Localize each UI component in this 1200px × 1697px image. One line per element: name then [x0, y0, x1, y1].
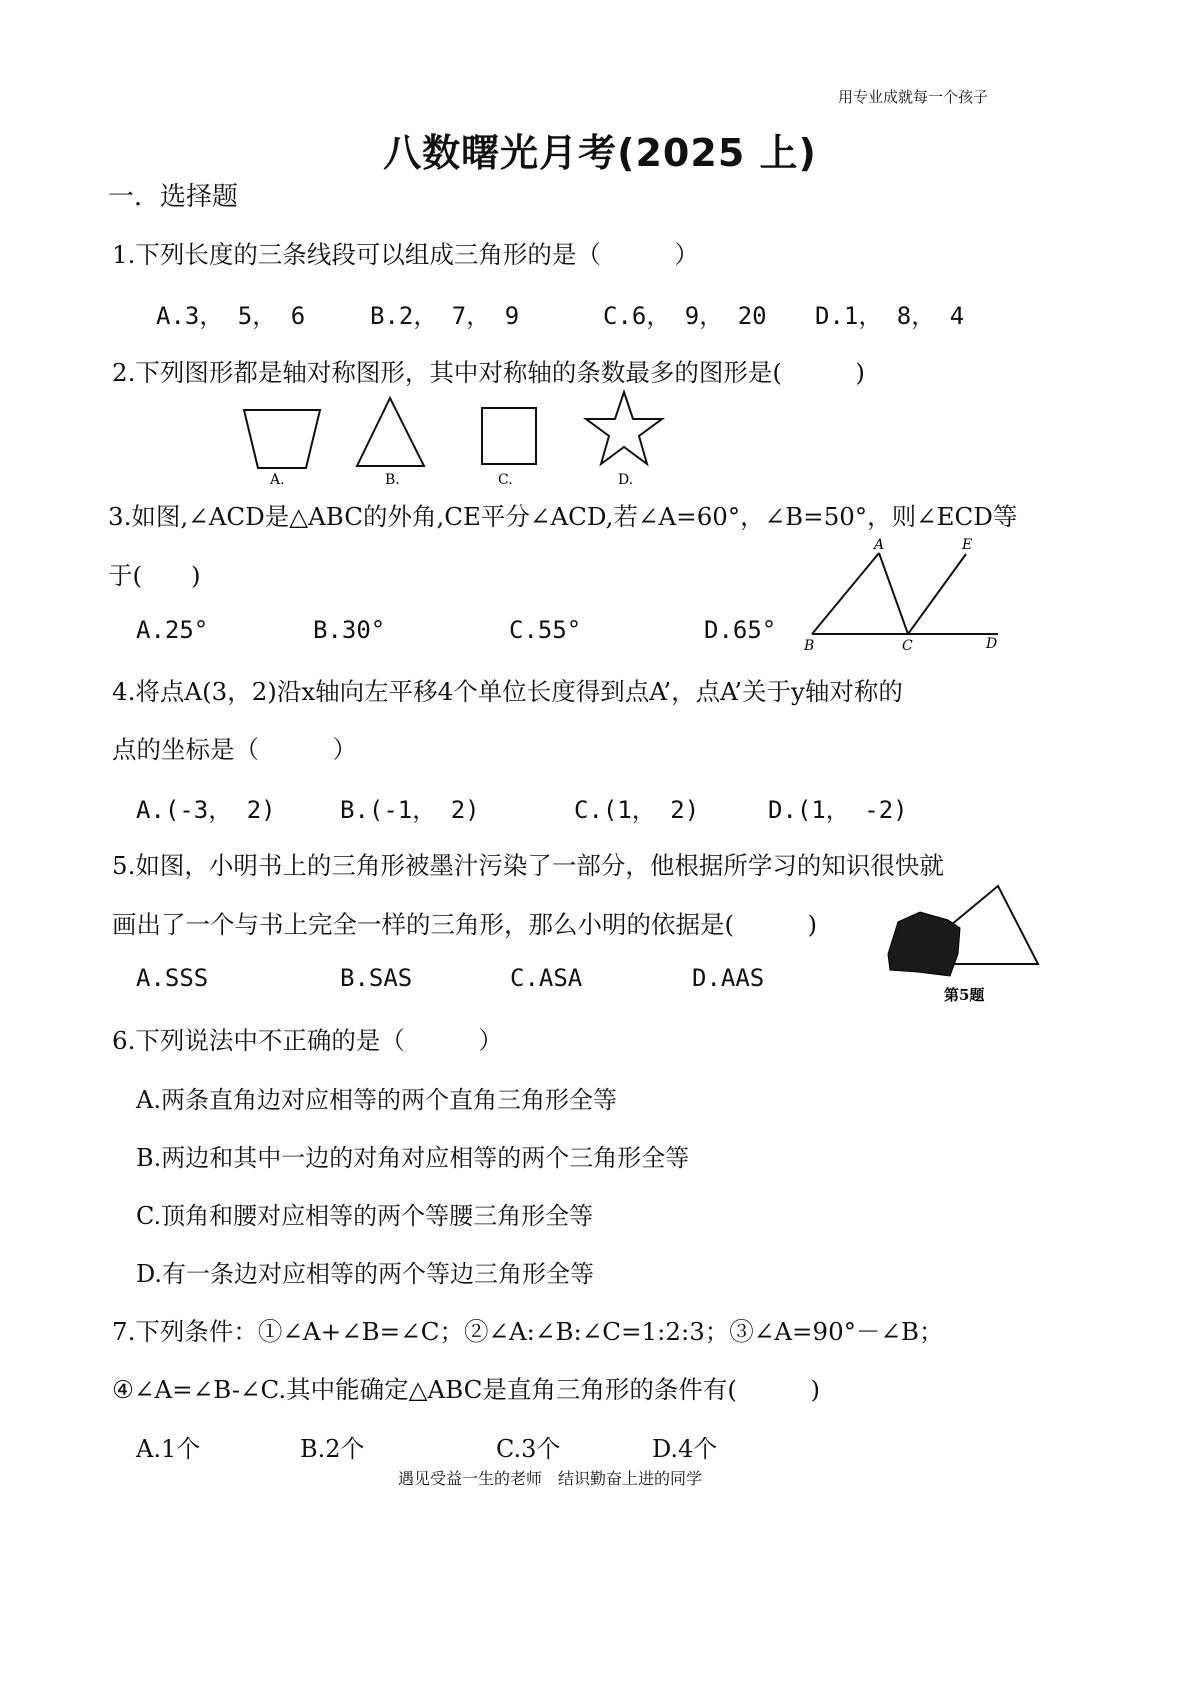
- q2-label-d: D.: [618, 472, 634, 488]
- question-7-text: 7.下列条件：①∠A+∠B=∠C；②∠A:∠B:∠C=1:2:3；③∠A=90°－∠B；: [112, 1317, 944, 1346]
- point-c-label: C: [902, 638, 913, 654]
- question-5-text: 5.如图，小明书上的三角形被墨汁污染了一部分，他根据所学习的知识很快就: [112, 851, 944, 880]
- q5-option-a: A.SSS: [136, 964, 209, 992]
- header-slogan: 用专业成就每一个孩子: [838, 88, 989, 106]
- question-3-text: 3.如图,∠ACD是△ABC的外角,CE平分∠ACD,若∠A=60°，∠B=50°，则∠ECD等: [108, 502, 1018, 531]
- q5-option-c: C.ASA: [510, 964, 583, 992]
- q5-option-d: D.AAS: [692, 964, 765, 992]
- segment-ac: [879, 553, 908, 634]
- q3-option-a: A.25°: [136, 616, 209, 644]
- question-6-text: 6.下列说法中不正确的是（ ）: [112, 1026, 503, 1055]
- q3-option-d: D.65°: [704, 616, 777, 644]
- q6-option-c: C.顶角和腰对应相等的两个等腰三角形全等: [136, 1202, 594, 1230]
- point-d-label: D: [986, 636, 998, 652]
- q4-option-a: A.(-3， 2): [136, 796, 276, 824]
- q7-option-b: B.2个: [300, 1435, 365, 1463]
- footer-motto: 遇见受益一生的老师 结识勤奋上进的同学: [397, 1469, 702, 1488]
- q2-shapes-figure: [230, 384, 680, 492]
- q7-option-d: D.4个: [652, 1435, 718, 1463]
- q7-option-a: A.1个: [136, 1435, 201, 1463]
- q6-option-a: A.两条直角边对应相等的两个直角三角形全等: [136, 1086, 617, 1114]
- q3-option-b: B.30°: [313, 616, 386, 644]
- point-e-label: E: [962, 537, 973, 553]
- question-5-text-cont: 画出了一个与书上完全一样的三角形，那么小明的依据是( ): [112, 910, 818, 939]
- point-a-label: A: [874, 537, 885, 553]
- q6-option-b: B.两边和其中一边的对角对应相等的两个三角形全等: [136, 1144, 690, 1172]
- question-4-text: 4.将点A(3，2)沿x轴向左平移4个单位长度得到点A’，点A’关于y轴对称的: [112, 677, 903, 706]
- section-heading: 一．选择题: [108, 182, 239, 212]
- q3-option-c: C.55°: [509, 616, 582, 644]
- question-1-text: 1.下列长度的三条线段可以组成三角形的是（ ）: [112, 240, 699, 269]
- q2-label-b: B.: [385, 472, 400, 488]
- q1-option-a: A.3， 5， 6: [156, 302, 306, 330]
- square-shape: [482, 408, 536, 464]
- page-title: 八数曙光月考(2025 上): [383, 131, 817, 175]
- segment-ab: [812, 553, 879, 634]
- q2-label-c: C.: [498, 472, 513, 488]
- triangle-shape: [357, 398, 424, 466]
- ink-blot: [888, 912, 960, 976]
- question-4-text-cont: 点的坐标是（ ）: [112, 735, 357, 764]
- ray-ce: [908, 554, 966, 634]
- q7-option-c: C.3个: [496, 1435, 561, 1463]
- q4-option-d: D.(1， -2): [768, 796, 908, 824]
- q5-ink-triangle-figure: [880, 880, 1045, 1008]
- point-b-label: B: [804, 638, 815, 654]
- q1-option-c: C.6， 9， 20: [603, 302, 767, 330]
- question-2-text: 2.下列图形都是轴对称图形，其中对称轴的条数最多的图形是( ): [112, 358, 865, 387]
- q4-option-b: B.(-1， 2): [340, 796, 480, 824]
- question-7-text-cont: ④∠A=∠B-∠C.其中能确定△ABC是直角三角形的条件有( ): [112, 1375, 821, 1404]
- star-shape: [586, 392, 662, 464]
- q2-label-a: A.: [270, 472, 285, 488]
- q5-option-b: B.SAS: [340, 964, 413, 992]
- q3-triangle-figure: [798, 532, 1008, 658]
- q5-figure-caption: 第5题: [944, 986, 985, 1004]
- question-3-text-cont: 于( ): [108, 561, 201, 590]
- q1-option-b: B.2， 7， 9: [370, 302, 520, 330]
- trapezoid-shape: [244, 410, 320, 468]
- q4-option-c: C.(1， 2): [574, 796, 700, 824]
- q6-option-d: D.有一条边对应相等的两个等边三角形全等: [136, 1260, 595, 1288]
- q1-option-d: D.1， 8， 4: [815, 302, 965, 330]
